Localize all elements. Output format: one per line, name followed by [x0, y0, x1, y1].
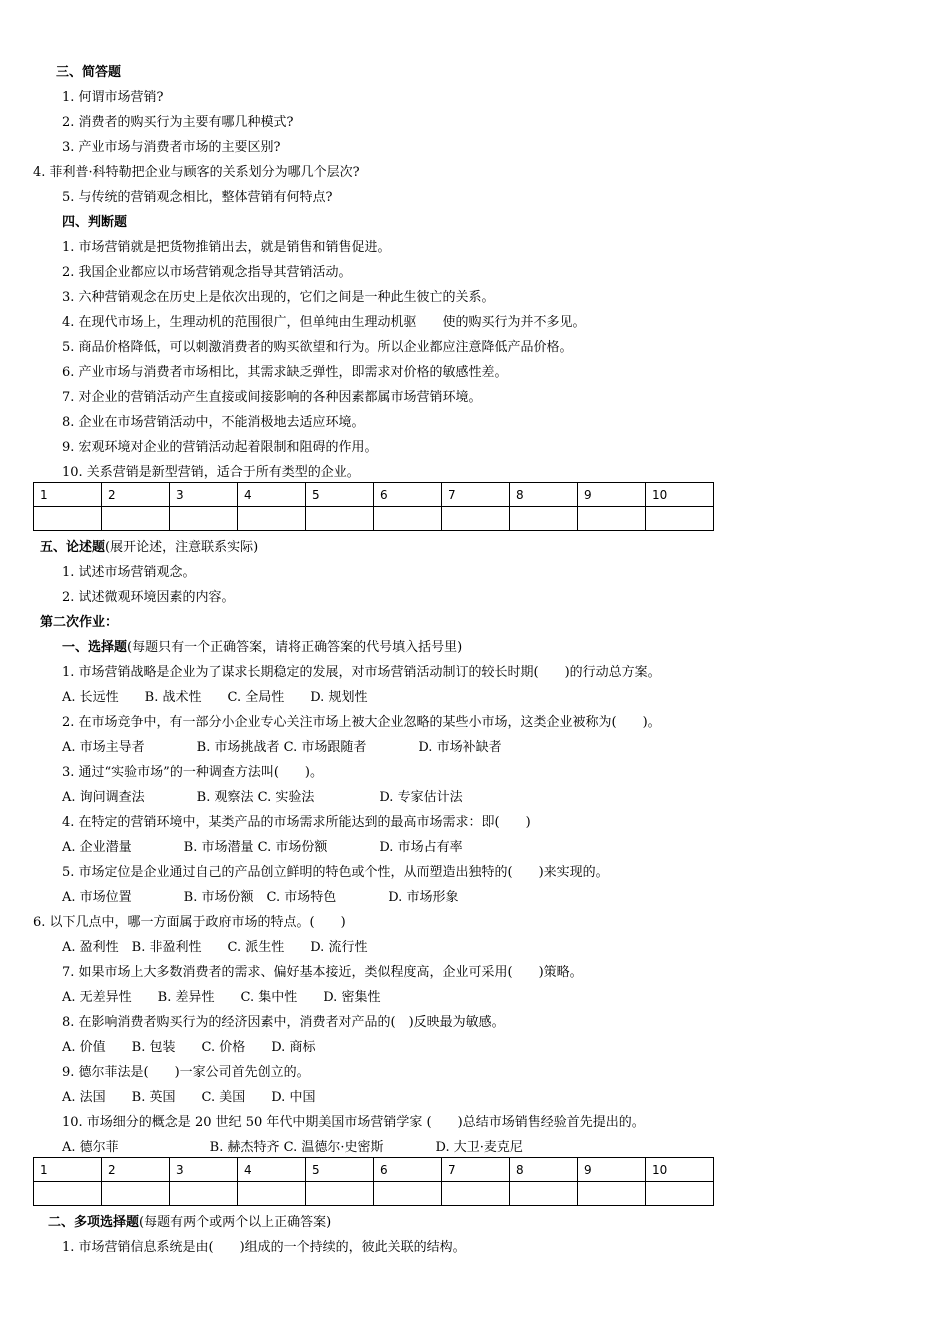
short-answer-q2: 2. 消费者的购买行为主要有哪几种模式?	[62, 115, 294, 130]
choice-q1: 1. 市场营销战略是企业为了谋求长期稳定的发展，对市场营销活动制订的较长时期( )的行动总方案。	[62, 665, 661, 680]
answer-table-header-row	[34, 1158, 714, 1182]
choice-q8: 8. 在影响消费者购买行为的经济因素中，消费者对产品的( )反映最为敏感。	[62, 1015, 505, 1030]
answer-blank-cell[interactable]	[34, 507, 102, 531]
answer-blank-cell[interactable]	[646, 507, 714, 531]
answer-blank-cell[interactable]	[510, 1182, 578, 1206]
answer-header-cell: 7	[442, 483, 510, 507]
answer-header-cell: 3	[170, 483, 238, 507]
true-false-q3: 3. 六种营销观念在历史上是依次出现的，它们之间是一种此生彼亡的关系。	[62, 290, 495, 305]
answer-header-cell: 8	[510, 483, 578, 507]
choice-q6-options: A. 盈利性 B. 非盈利性 C. 派生性 D. 流行性	[62, 940, 368, 955]
answer-blank-cell[interactable]	[238, 1182, 306, 1206]
short-answer-q5: 5. 与传统的营销观念相比，整体营销有何特点?	[62, 190, 333, 205]
section-heading-multi-choice: 二、多项选择题	[48, 1215, 140, 1230]
answer-blank-cell[interactable]	[578, 507, 646, 531]
true-false-q4: 4. 在现代市场上，生理动机的范围很广，但单纯由生理动机驱 使的购买行为并不多见。	[62, 315, 586, 330]
choice-q9: 9. 德尔菲法是( )一家公司首先创立的。	[62, 1065, 310, 1080]
true-false-q10: 10. 关系营销是新型营销，适合于所有类型的企业。	[62, 465, 360, 480]
answer-blank-cell[interactable]	[170, 1182, 238, 1206]
answer-blank-cell[interactable]	[306, 507, 374, 531]
answer-header-cell: 10	[646, 483, 714, 507]
answer-blank-cell[interactable]	[374, 1182, 442, 1206]
choice-q7: 7. 如果市场上大多数消费者的需求、偏好基本接近，类似程度高，企业可采用( )策略。	[62, 965, 583, 980]
answer-blank-cell[interactable]	[646, 1182, 714, 1206]
answer-table-blank-row	[34, 1182, 714, 1206]
short-answer-q1: 1. 何谓市场营销?	[62, 90, 164, 105]
essay-q2: 2. 试述微观环境因素的内容。	[62, 590, 235, 605]
answer-header-cell: 5	[306, 483, 374, 507]
section-heading-short-answer: 三、简答题	[56, 65, 122, 80]
answer-header-cell: 1	[34, 1158, 102, 1182]
choice-q1-options: A. 长远性 B. 战术性 C. 全局性 D. 规划性	[62, 690, 368, 705]
essay-q1: 1. 试述市场营销观念。	[62, 565, 196, 580]
section-note-single-choice: (每题只有一个正确答案，请将正确答案的代号填入括号里)	[127, 640, 463, 655]
true-false-q7: 7. 对企业的营销活动产生直接或间接影响的各种因素都属市场营销环境。	[62, 390, 482, 405]
answer-blank-cell[interactable]	[306, 1182, 374, 1206]
choice-q4-options: A. 企业潜量 B. 市场潜量 C. 市场份额 D. 市场占有率	[62, 840, 463, 855]
choice-q9-options: A. 法国 B. 英国 C. 美国 D. 中国	[62, 1090, 316, 1105]
section-note-essay: (展开论述，注意联系实际)	[105, 540, 259, 555]
choice-q7-options: A. 无差异性 B. 差异性 C. 集中性 D. 密集性	[62, 990, 381, 1005]
section-multi-choice	[48, 1214, 331, 1232]
section-heading-single-choice: 一、选择题	[62, 640, 128, 655]
answer-blank-cell[interactable]	[102, 1182, 170, 1206]
answer-header-cell: 4	[238, 483, 306, 507]
answer-table-blank-row	[34, 507, 714, 531]
answer-header-cell: 2	[102, 483, 170, 507]
choice-q5: 5. 市场定位是企业通过自己的产品创立鲜明的特色或个性，从而塑造出独特的( )来实现的。	[62, 865, 609, 880]
section-heading-true-false: 四、判断题	[62, 215, 128, 230]
true-false-q1: 1. 市场营销就是把货物推销出去，就是销售和销售促进。	[62, 240, 391, 255]
answer-header-cell: 9	[578, 1158, 646, 1182]
true-false-q5: 5. 商品价格降低，可以刺激消费者的购买欲望和行为。所以企业都应注意降低产品价格。	[62, 340, 573, 355]
choice-q4: 4. 在特定的营销环境中，某类产品的市场需求所能达到的最高市场需求：即( )	[62, 815, 531, 830]
answer-table-header-row	[34, 483, 714, 507]
answer-header-cell: 10	[646, 1158, 714, 1182]
answer-header-cell: 6	[374, 483, 442, 507]
short-answer-q3: 3. 产业市场与消费者市场的主要区别?	[62, 140, 281, 155]
answer-header-cell: 7	[442, 1158, 510, 1182]
answer-header-cell: 6	[374, 1158, 442, 1182]
section-single-choice	[62, 639, 462, 657]
answer-blank-cell[interactable]	[238, 507, 306, 531]
answer-header-cell: 9	[578, 483, 646, 507]
answer-header-cell: 4	[238, 1158, 306, 1182]
true-false-q2: 2. 我国企业都应以市场营销观念指导其营销活动。	[62, 265, 352, 280]
answer-table-single-choice	[33, 1157, 714, 1206]
section-heading-essay: 五、论述题	[40, 540, 106, 555]
answer-header-cell: 2	[102, 1158, 170, 1182]
choice-q10-options: A. 德尔菲 B. 赫杰特齐 C. 温德尔·史密斯 D. 大卫·麦克尼	[62, 1140, 523, 1155]
choice-q2-options: A. 市场主导者 B. 市场挑战者 C. 市场跟随者 D. 市场补缺者	[62, 740, 502, 755]
short-answer-q4: 4. 菲利普·科特勒把企业与顾客的关系划分为哪几个层次?	[33, 165, 360, 180]
true-false-q8: 8. 企业在市场营销活动中，不能消极地去适应环境。	[62, 415, 365, 430]
answer-blank-cell[interactable]	[578, 1182, 646, 1206]
true-false-q6: 6. 产业市场与消费者市场相比，其需求缺乏弹性，即需求对价格的敏感性差。	[62, 365, 508, 380]
choice-q5-options: A. 市场位置 B. 市场份额 C. 市场特色 D. 市场形象	[62, 890, 459, 905]
section-essay	[40, 539, 258, 557]
answer-blank-cell[interactable]	[34, 1182, 102, 1206]
choice-q3-options: A. 询问调查法 B. 观察法 C. 实验法 D. 专家估计法	[62, 790, 463, 805]
choice-q3: 3. 通过“实验市场”的一种调查方法叫( )。	[62, 765, 323, 780]
answer-blank-cell[interactable]	[442, 1182, 510, 1206]
answer-blank-cell[interactable]	[510, 507, 578, 531]
choice-q6: 6. 以下几点中，哪一方面属于政府市场的特点。( )	[33, 915, 346, 930]
answer-table-true-false	[33, 482, 714, 531]
homework-2-title: 第二次作业：	[40, 615, 119, 630]
answer-header-cell: 8	[510, 1158, 578, 1182]
true-false-q9: 9. 宏观环境对企业的营销活动起着限制和阻碍的作用。	[62, 440, 378, 455]
answer-blank-cell[interactable]	[374, 507, 442, 531]
section-note-multi-choice: (每题有两个或两个以上正确答案)	[139, 1215, 332, 1230]
choice-q8-options: A. 价值 B. 包装 C. 价格 D. 商标	[62, 1040, 316, 1055]
choice-q2: 2. 在市场竞争中，有一部分小企业专心关注市场上被大企业忽略的某些小市场，这类企业被称为( )。	[62, 715, 661, 730]
answer-blank-cell[interactable]	[102, 507, 170, 531]
answer-header-cell: 1	[34, 483, 102, 507]
answer-blank-cell[interactable]	[442, 507, 510, 531]
answer-blank-cell[interactable]	[170, 507, 238, 531]
answer-header-cell: 5	[306, 1158, 374, 1182]
multi-choice-q1: 1. 市场营销信息系统是由( )组成的一个持续的，彼此关联的结构。	[62, 1240, 466, 1255]
choice-q10: 10. 市场细分的概念是 20 世纪 50 年代中期美国市场营销学家 ( )总结市场销售经验首先提出的。	[62, 1115, 645, 1130]
answer-header-cell: 3	[170, 1158, 238, 1182]
